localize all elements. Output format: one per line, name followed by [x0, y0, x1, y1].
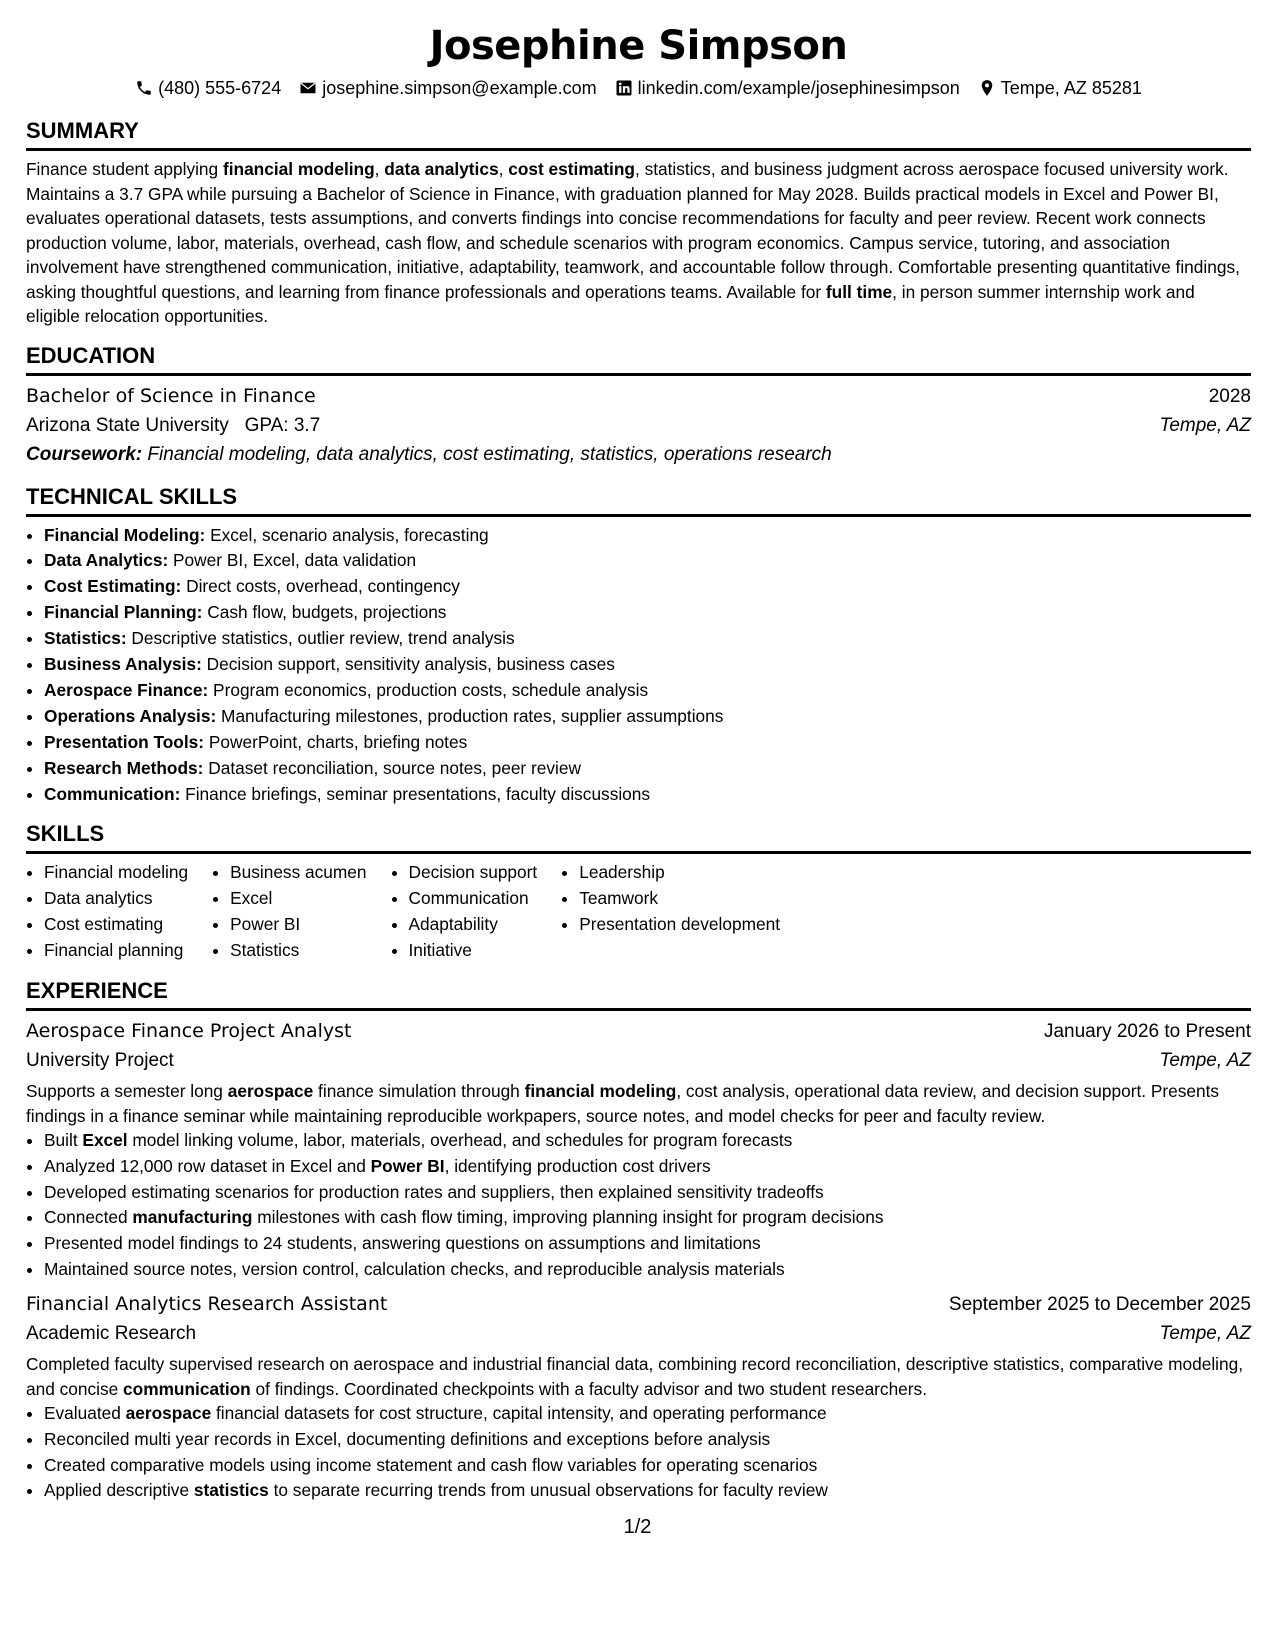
skills-column [212, 860, 366, 964]
degree-row [26, 382, 1251, 411]
school-row [26, 411, 1251, 440]
skill-category: Data Analytics: [44, 550, 169, 571]
skill-category: Presentation Tools: [44, 731, 205, 752]
skill-category: Cost Estimating: [44, 576, 182, 597]
job-org-row [26, 1046, 1251, 1075]
job-title: Aerospace Finance Project Analyst [26, 1020, 352, 1043]
section-heading-skills: SKILLS [26, 821, 1251, 854]
email-text: josephine.simpson@example.com [322, 77, 597, 98]
education-section [26, 343, 1251, 470]
skill-item: • Excel [230, 886, 366, 912]
technical-skill-item [44, 730, 1251, 756]
section-heading-experience: EXPERIENCE [26, 978, 1251, 1011]
contact-bar [26, 76, 1251, 100]
skill-item: • Financial planning [44, 938, 188, 964]
skill-detail: Descriptive statistics, outlier review, trend analysis [131, 628, 515, 649]
job-summary: Supports a semester long aerospace finance simulation through financial modeling, cost analysis, operational data review, and decision support. Presents findings in a finance seminar while maintaining reproducible workpapers, source notes, and model checks for peer and faculty review. [26, 1081, 1220, 1126]
coursework-label: Coursework: [26, 443, 143, 465]
job-title-row [26, 1290, 1251, 1319]
skill-item: • Adaptability [409, 912, 538, 938]
skill-category: Operations Analysis: [44, 705, 217, 726]
skills-grid [26, 860, 1251, 964]
skill-detail: Excel, scenario analysis, forecasting [210, 524, 489, 545]
job-bullet: • Presented model findings to 24 students, answering questions on assumptions and limitations [44, 1231, 1251, 1257]
job-organization: Academic Research [26, 1323, 197, 1345]
job-bullet: • Reconciled multi year records in Excel, documenting definitions and exceptions before analysis [44, 1427, 1251, 1453]
skill-category: Aerospace Finance: [44, 679, 209, 700]
linkedin-text: linkedin.com/example/josephinesimpson [637, 77, 960, 98]
linkedin-icon [615, 79, 633, 97]
skill-category: Research Methods: [44, 757, 204, 778]
job-title-row [26, 1017, 1251, 1046]
skill-detail: Cash flow, budgets, projections [207, 602, 447, 623]
section-heading-education: EDUCATION [26, 343, 1251, 376]
summary-section [26, 118, 1251, 329]
job-bullets [26, 1128, 1251, 1282]
skill-item: • Financial modeling [44, 860, 188, 886]
contact-email[interactable] [299, 78, 596, 99]
technical-skill-item [44, 756, 1251, 782]
skills-column [26, 860, 188, 964]
candidate-name: Josephine Simpson [429, 23, 848, 69]
skill-detail: PowerPoint, charts, briefing notes [208, 731, 468, 752]
contact-location [978, 78, 1142, 99]
phone-icon [135, 79, 153, 97]
skill-category: Communication: [44, 783, 181, 804]
skill-detail: Direct costs, overhead, contingency [186, 576, 460, 597]
technical-skills-section [26, 484, 1251, 808]
job-bullet: • Maintained source notes, version control, calculation checks, and reproducible analysis materials [44, 1257, 1251, 1283]
resume-page [26, 0, 1251, 1504]
technical-skill-item [44, 548, 1251, 574]
technical-skill-item [44, 574, 1251, 600]
skill-item: • Communication [409, 886, 538, 912]
coursework [26, 440, 1251, 470]
job-organization: University Project [26, 1050, 174, 1072]
skill-detail: Dataset reconciliation, source notes, peer review [208, 757, 581, 778]
coursework-list: Financial modeling, data analytics, cost estimating, statistics, operations research [147, 443, 832, 465]
summary-text: Finance student applying financial modeling, data analytics, cost estimating, statistics, and business judgment across aerospace focused university work. Maintains a 3.7 GPA while pursuing a Bachelor of Science in Finance, with graduation planned for May 2028. Builds practical models in Excel and Power BI, evaluates operational datasets, tests assumptions, and converts findings into concise recommendations for faculty and peer review. Recent work connects production volume, labor, materials, overhead, cash flow, and schedule scenarios with program economics. Campus service, tutoring, and association involvement have strengthened communication, initiative, adaptability, teamwork, and accountable follow through. Comfortable presenting quantitative findings, asking thoughtful questions, and learning from finance professionals and operations teams. Available for full time, in person summer internship work and eligible relocation opportunities. [26, 159, 1240, 326]
skill-item: • Leadership [579, 860, 780, 886]
job-entry [26, 1017, 1251, 1282]
job-entry [26, 1290, 1251, 1504]
page-number: 1/2 [623, 1516, 652, 1538]
skill-item: • Cost estimating [44, 912, 188, 938]
technical-skill-item [44, 678, 1251, 704]
contact-linkedin[interactable] [615, 78, 960, 99]
experience-section [26, 978, 1251, 1504]
experience-list [26, 1017, 1251, 1504]
job-summary: Completed faculty supervised research on aerospace and industrial financial data, combining record reconciliation, descriptive statistics, comparative modeling, and concise communication of findings. Coordinated checkpoints with a faculty advisor and two student researchers. [26, 1354, 1244, 1399]
skill-item: • Power BI [230, 912, 366, 938]
technical-skill-item [44, 652, 1251, 678]
job-org-row [26, 1319, 1251, 1348]
technical-skill-item [44, 782, 1251, 808]
skill-category: Financial Planning: [44, 602, 203, 623]
technical-skill-item [44, 600, 1251, 626]
job-location: Tempe, AZ [1159, 1050, 1251, 1072]
technical-skill-item [44, 626, 1251, 652]
job-bullet: • Connected manufacturing milestones with cash flow timing, improving planning insight for program decisions [44, 1205, 1251, 1231]
job-dates: September 2025 to December 2025 [948, 1294, 1251, 1316]
technical-skill-item [44, 704, 1251, 730]
job-bullet: • Analyzed 12,000 row dataset in Excel and Power BI, identifying production cost drivers [44, 1154, 1251, 1180]
job-dates: January 2026 to Present [1043, 1021, 1251, 1043]
skill-category: Statistics: [44, 628, 127, 649]
section-heading-summary: SUMMARY [26, 118, 1251, 151]
job-bullet: • Built Excel model linking volume, labor, materials, overhead, and schedules for program forecasts [44, 1128, 1251, 1154]
skill-category: Business Analysis: [44, 654, 202, 675]
skill-detail: Power BI, Excel, data validation [173, 550, 417, 571]
technical-skill-item [44, 523, 1251, 549]
skills-column [391, 860, 538, 964]
skill-item: • Presentation development [579, 912, 780, 938]
skill-item: • Data analytics [44, 886, 188, 912]
skill-item: • Initiative [409, 938, 538, 964]
gpa: GPA: 3.7 [244, 414, 321, 436]
skills-section [26, 821, 1251, 964]
skills-column [561, 860, 780, 964]
job-location: Tempe, AZ [1159, 1323, 1251, 1345]
map-pin-icon [978, 79, 996, 97]
job-bullets [26, 1401, 1251, 1504]
section-heading-technical-skills: TECHNICAL SKILLS [26, 484, 1251, 517]
job-title: Financial Analytics Research Assistant [26, 1293, 388, 1316]
job-bullet: • Developed estimating scenarios for production rates and suppliers, then explained sensitivity tradeoffs [44, 1180, 1251, 1206]
skill-detail: Program economics, production costs, schedule analysis [213, 679, 649, 700]
skill-item: • Teamwork [579, 886, 780, 912]
job-bullet: • Evaluated aerospace financial datasets for cost structure, capital intensity, and operating performance [44, 1401, 1251, 1427]
school-location: Tempe, AZ [1159, 414, 1251, 436]
skill-detail: Finance briefings, seminar presentations, faculty discussions [185, 783, 651, 804]
school-name: Arizona State University [26, 414, 229, 436]
location-text: Tempe, AZ 85281 [1000, 77, 1142, 98]
skill-item: • Statistics [230, 938, 366, 964]
skill-item: • Business acumen [230, 860, 366, 886]
envelope-icon [299, 79, 317, 97]
skill-item: • Decision support [409, 860, 538, 886]
graduation-year: 2028 [1208, 385, 1251, 407]
job-bullet: • Applied descriptive statistics to separate recurring trends from unusual observations for faculty review [44, 1478, 1251, 1504]
phone-text: (480) 555-6724 [158, 77, 282, 98]
degree-title: Bachelor of Science in Finance [26, 384, 316, 407]
contact-phone[interactable] [135, 78, 281, 99]
skill-detail: Decision support, sensitivity analysis, business cases [206, 654, 615, 675]
skill-category: Financial Modeling: [44, 524, 206, 545]
technical-skills-list [26, 523, 1251, 808]
skill-detail: Manufacturing milestones, production rates, supplier assumptions [221, 705, 724, 726]
job-bullet: • Created comparative models using income statement and cash flow variables for operating scenarios [44, 1453, 1251, 1479]
